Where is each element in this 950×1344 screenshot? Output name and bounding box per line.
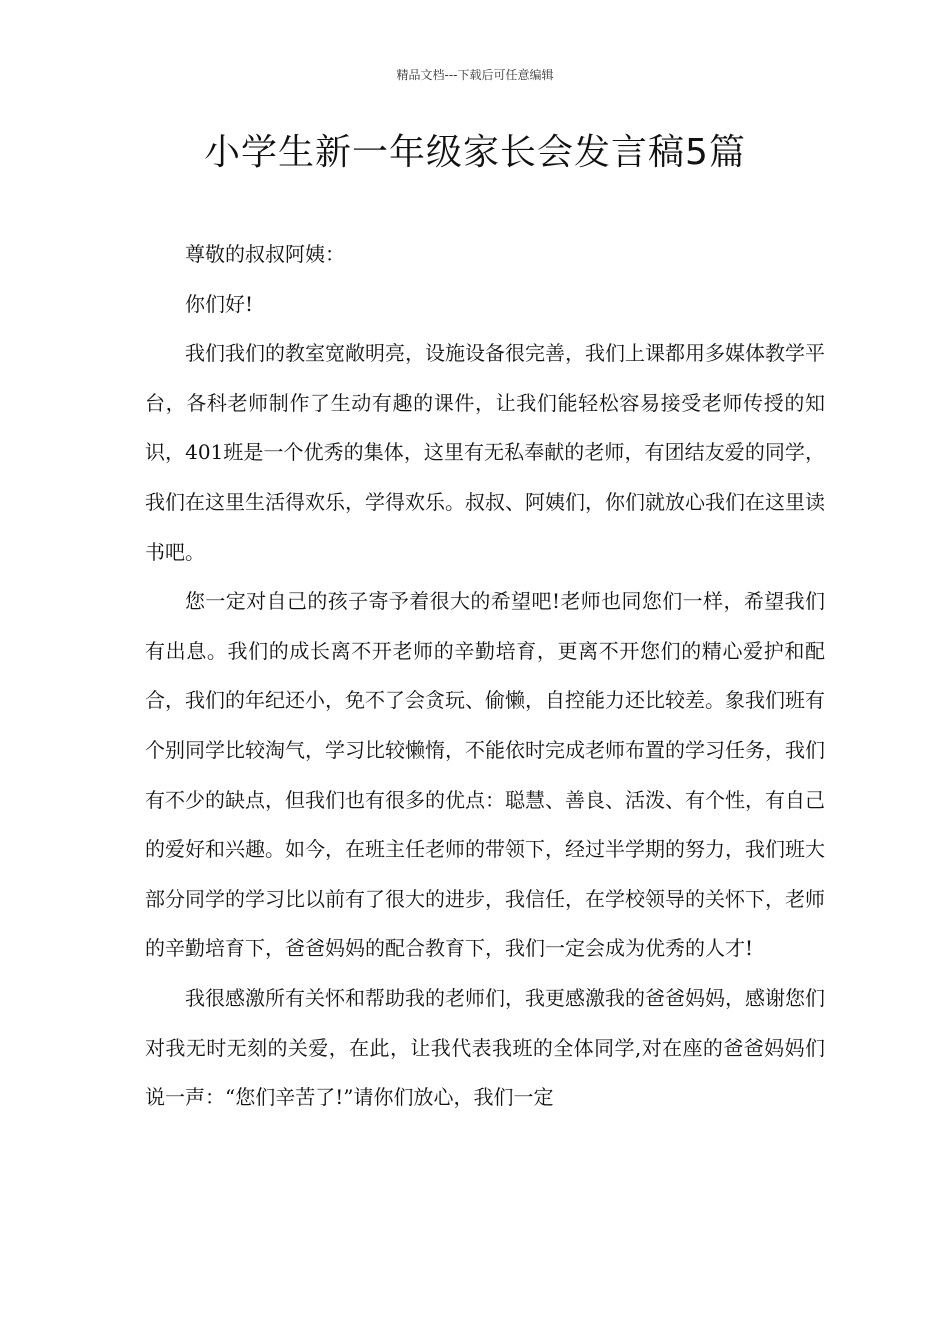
document-body xyxy=(145,230,825,1123)
paragraph-greeting: 尊敬的叔叔阿姨： xyxy=(185,242,345,266)
paragraph-hopes: 您一定对自己的孩子寄予着很大的希望吧!老师也同您们一样，希望我们有出息。我们的成长离不开老师的辛勤培育，更离不开您们的精心爱护和配合，我们的年纪还小，免不了会贪玩、偷懒，自控能力还比较差。象我们班有个别同学比较淘气，学习比较懒惰，不能依时完成老师布置的学习任务，我们有不少的缺点，但我们也有很多的优点：聪慧、善良、活泼、有个性，有自己的爱好和兴趣。如今，在班主任老师的带领下，经过半学期的努力，我们班大部分同学的学习比以前有了很大的进步，我信任，在学校领导的关怀下，老师的辛勤培育下，爸爸妈妈的配合教育下，我们一定会成为优秀的人才! xyxy=(145,589,825,961)
paragraph-hello: 你们好! xyxy=(185,291,254,316)
header-note: 精品文档---下载后可任意编辑 xyxy=(396,68,554,82)
paragraph-classroom: 我们我们的教室宽敞明亮，设施设备很完善，我们上课都用多媒体教学平台，各科老师制作了生动有趣的课件，让我们能轻松容易接受老师传授的知识，401班是一个优秀的集体，这里有无私奉献的老师，有团结友爱的同学，我们在这里生活得欢乐，学得欢乐。叔叔、阿姨们，你们就放心我们在这里读书吧。 xyxy=(145,341,825,564)
document-title: 小学生新一年级家长会发言稿5篇 xyxy=(204,132,746,173)
paragraph-thanks: 我很感激所有关怀和帮助我的老师们，我更感激我的爸爸妈妈，感谢您们对我无时无刻的关爱，在此，让我代表我班的全体同学,对在座的爸爸妈妈们说一声：“您们辛苦了!”请你们放心，我们一定 xyxy=(145,985,825,1110)
